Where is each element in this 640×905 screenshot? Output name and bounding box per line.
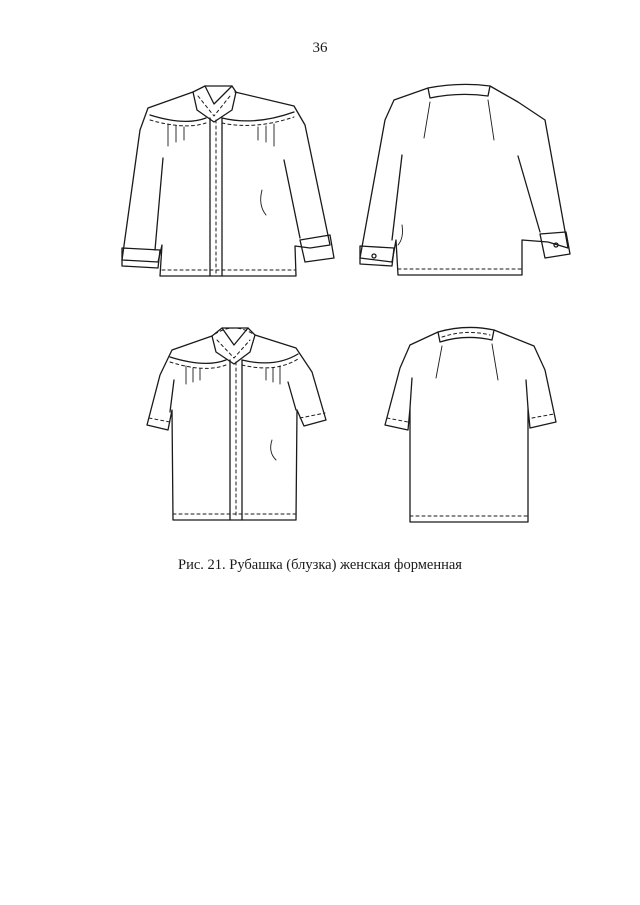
figure-caption: Рис. 21. Рубашка (блузка) женская форменная bbox=[178, 557, 462, 573]
short-sleeve-front-sketch bbox=[147, 328, 326, 520]
figure-shirt-sketches bbox=[100, 70, 600, 550]
long-sleeve-back-sketch bbox=[360, 84, 570, 275]
long-sleeve-front-sketch bbox=[122, 86, 334, 276]
short-sleeve-back-sketch bbox=[385, 327, 556, 522]
page-number: 36 bbox=[312, 40, 328, 56]
